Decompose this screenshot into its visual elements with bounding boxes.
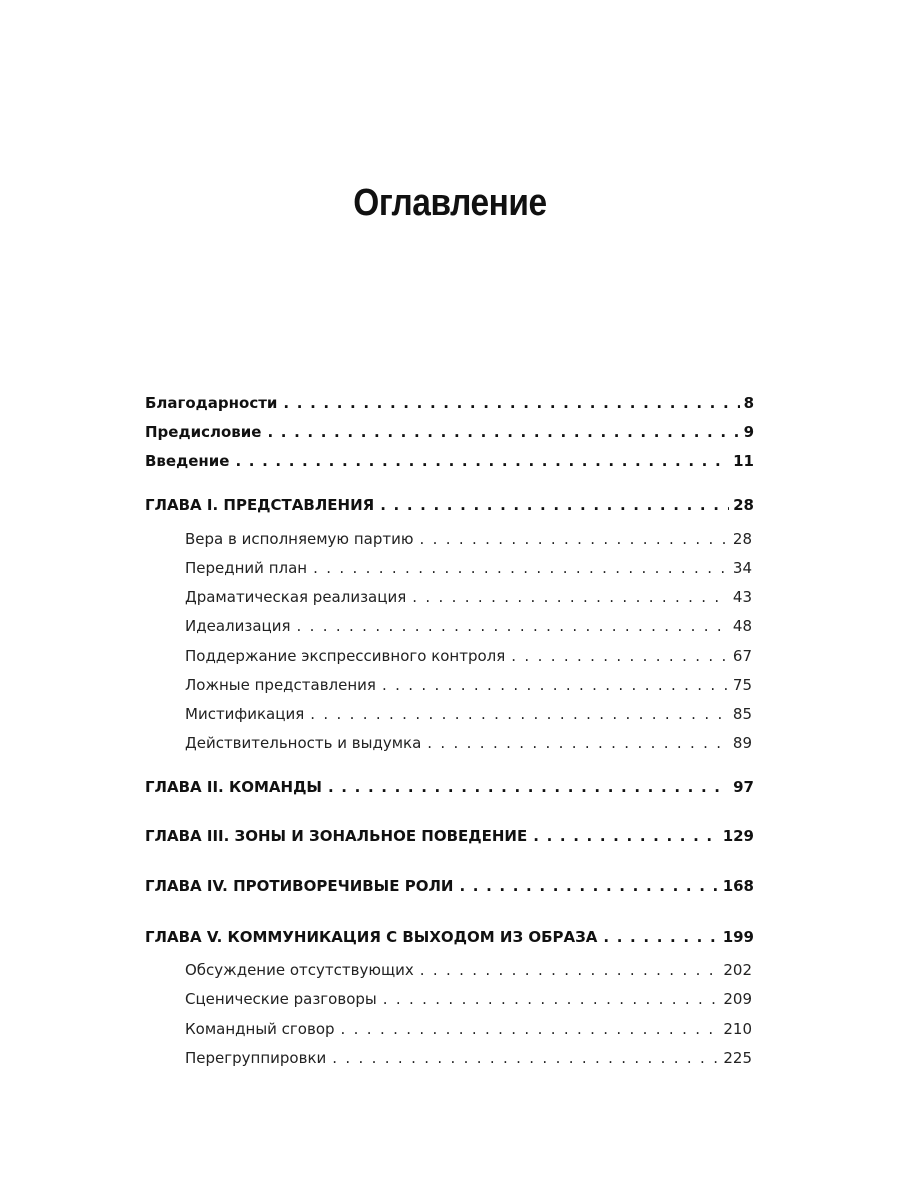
toc-entry-label: Поддержание экспрессивного контроля [185,647,506,665]
toc-entry-section[interactable] [185,961,752,979]
toc-entry-preface[interactable] [145,423,754,441]
dot-leader [412,588,729,606]
toc-entry-page: 209 [723,990,752,1008]
dot-leader [382,676,729,694]
toc-entry-chapter-2[interactable] [145,778,754,796]
toc-entry-page: 28 [733,496,754,514]
toc-entry-page: 28 [732,530,752,548]
toc-entry-section[interactable] [185,676,752,694]
toc-entry-section[interactable] [185,990,752,1008]
toc-entry-label: Мистификация [185,705,305,723]
toc-entry-page: 202 [723,961,752,979]
toc-entry-page: 225 [723,1049,752,1067]
toc-entry-chapter-3[interactable] [145,827,754,845]
dot-leader [267,423,739,441]
toc-entry-section[interactable] [185,1020,752,1038]
toc-entry-label: ГЛАВА V. КОММУНИКАЦИЯ С ВЫХОДОМ ИЗ ОБРАЗА [145,928,598,946]
dot-leader [332,1049,719,1067]
toc-entry-label: Командный сговор [185,1020,335,1038]
toc-entry-label: Драматическая реализация [185,588,407,606]
toc-entry-introduction[interactable] [145,452,754,470]
toc-entry-section[interactable] [185,530,752,548]
dot-leader [328,778,729,796]
toc-entry-page: 48 [732,617,752,635]
toc-entry-label: ГЛАВА IV. ПРОТИВОРЕЧИВЫЕ РОЛИ [145,877,454,895]
dot-leader [459,877,718,895]
dot-leader [341,1020,720,1038]
toc-entry-label: Перегруппировки [185,1049,327,1067]
toc-entry-page: 43 [732,588,752,606]
toc-entry-chapter-5[interactable] [145,928,754,946]
dot-leader [427,734,729,752]
dot-leader [313,559,729,577]
toc-entry-page: 168 [722,877,754,895]
dot-leader [419,530,728,548]
toc-entry-section[interactable] [185,734,752,752]
toc-entry-acknowledgements[interactable] [145,394,754,412]
toc-entry-label: Обсуждение отсутствующих [185,961,414,979]
dot-leader [380,496,729,514]
dot-leader [297,617,729,635]
toc-entry-label: Благодарности [145,394,278,412]
toc-entry-page: 210 [723,1020,752,1038]
toc-entry-section[interactable] [185,647,752,665]
toc-entry-label: Действительность и выдумка [185,734,422,752]
dot-leader [283,394,739,412]
toc-entry-page: 89 [732,734,752,752]
toc-entry-page: 75 [732,676,752,694]
toc-entry-page: 97 [733,778,754,796]
toc-entry-page: 34 [732,559,752,577]
toc-entry-page: 8 [743,394,754,412]
toc-entry-page: 129 [722,827,754,845]
dot-leader [603,928,718,946]
toc-entry-label: Предисловие [145,423,262,441]
toc-entry-label: Передний план [185,559,308,577]
toc-entry-chapter-4[interactable] [145,877,754,895]
toc-entry-page: 9 [743,423,754,441]
toc-entry-label: ГЛАВА II. КОМАНДЫ [145,778,322,796]
dot-leader [533,827,718,845]
toc-entry-label: Идеализация [185,617,291,635]
toc-entry-section[interactable] [185,588,752,606]
toc-entry-page: 67 [732,647,752,665]
dot-leader [511,647,729,665]
dot-leader [310,705,729,723]
toc-entry-label: ГЛАВА I. ПРЕДСТАВЛЕНИЯ [145,496,375,514]
toc-entry-chapter-1[interactable] [145,496,754,514]
dot-leader [235,452,729,470]
toc-entry-label: Вера в исполняемую партию [185,530,414,548]
toc-entry-page: 85 [732,705,752,723]
dot-leader [383,990,720,1008]
toc-entry-label: Сценические разговоры [185,990,377,1008]
page-title: Оглавление [353,182,547,224]
toc-entry-page: 11 [733,452,754,470]
toc-entry-section[interactable] [185,617,752,635]
toc-entry-label: Введение [145,452,230,470]
toc-entry-section[interactable] [185,705,752,723]
dot-leader [420,961,720,979]
toc-entry-label: ГЛАВА III. ЗОНЫ И ЗОНАЛЬНОЕ ПОВЕДЕНИЕ [145,827,528,845]
toc-entry-label: Ложные представления [185,676,376,694]
toc-entry-section[interactable] [185,1049,752,1067]
toc-entry-section[interactable] [185,559,752,577]
toc-entry-page: 199 [722,928,754,946]
